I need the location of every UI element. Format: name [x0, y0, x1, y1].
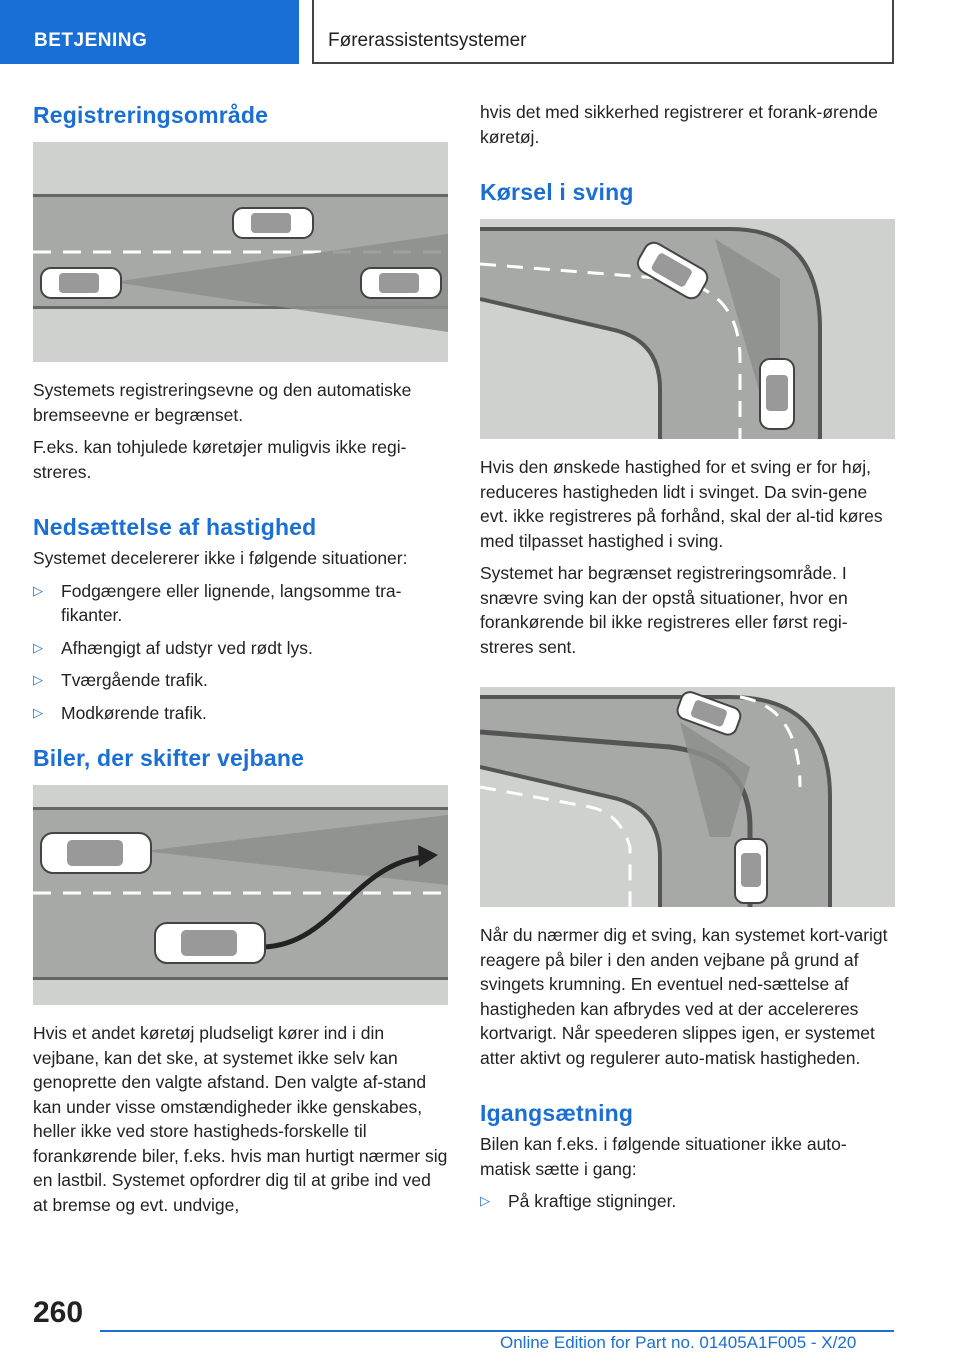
list-item: ▷ Modkørende trafik. [33, 701, 448, 726]
paragraph: Systemet decelererer ikke i følgende situationer: [33, 548, 408, 568]
heading-nedsaettelse: Nedsættelse af hastighed [33, 514, 317, 540]
car-icon [233, 208, 313, 238]
paragraph: Hvis den ønskede hastighed for et sving er for høj, reduceres hastigheden lidt i svinget. Da svin-gene evt. ikke registreres på forhånd, skal der al-tid køres med tilpasset hastighed i sving. [480, 457, 883, 551]
paragraph: Systemet har begrænset registreringsområde. I snævre sving kan der opstå situationer, hvor en forankørende bil ikke registreres eller først regi-streres sent. [480, 563, 848, 657]
header-section-label: BETJENING [34, 30, 148, 51]
list-item: ▷ På kraftige stigninger. [480, 1189, 895, 1214]
list-item: ▷ Fodgængere eller lignende, langsomme tra-fikanter. [33, 580, 402, 625]
triangle-bullet-icon: ▷ [33, 704, 43, 720]
triangle-bullet-icon: ▷ [33, 582, 43, 598]
car-icon [155, 923, 265, 963]
right-column [480, 100, 895, 1232]
paragraph: Hvis et andet køretøj pludseligt kører ind i din vejbane, kan det ske, at systemet ikke selv kan genoprette den valgte afstand. Den valgte af-stand kan under visse omstændigheder ikke genskabes, heller ikke ved store hastigheds-forskelle til forankørende biler, f.eks. hvis man hurtigt nærmer sig en lastbil. Systemet opfordrer dig til at gribe ind ved at bremse og evt. undvige, [33, 1023, 448, 1215]
car-icon [760, 359, 794, 429]
figure-lane-change [33, 785, 448, 1005]
footer-edition: Online Edition for Part no. 01405A1F005 - X/20 [500, 1333, 857, 1352]
triangle-bullet-icon: ▷ [33, 672, 43, 687]
heading-registreringsomraade: Registreringsområde [33, 102, 269, 128]
header-section-tab [0, 0, 299, 64]
list-item: ▷ Tværgående trafik. [33, 668, 448, 693]
left-column [33, 100, 448, 1225]
header-chapter-box [312, 0, 894, 64]
car-icon [41, 268, 121, 298]
triangle-bullet-icon: ▷ [33, 639, 43, 655]
bullet-list [480, 1189, 895, 1214]
page-number: 260 [33, 1296, 84, 1329]
paragraph: hvis det med sikkerhed registrerer et forank-ørende køretøj. [480, 102, 878, 147]
figure-curve-adjacent-lane [480, 687, 895, 907]
figure-curve-driving [480, 219, 895, 439]
figure-detection-range [33, 142, 448, 362]
list-item: ▷ Afhængigt af udstyr ved rødt lys. [33, 636, 448, 661]
paragraph: F.eks. kan tohjulede køretøjer muligvis ikke regi-streres. [33, 437, 407, 482]
triangle-bullet-icon: ▷ [480, 1193, 490, 1208]
header-chapter-label: Førerassistentsystemer [328, 30, 527, 51]
paragraph: Bilen kan f.eks. i følgende situationer ikke auto-matisk sætte i gang: [480, 1134, 847, 1179]
car-icon [735, 839, 767, 903]
footer-divider [100, 1330, 894, 1332]
paragraph: Når du nærmer dig et sving, kan systemet kort-varigt reagere på biler i den anden vejbane på grund af svingets krumning. En eventuel ned-sættelse af hastigheden kan afbrydes ved at der accelereres kortvarigt. Når speederen slippes igen, er systemet atter aktivt og regulerer auto-matisk hastigheden. [480, 925, 888, 1068]
paragraph: Systemets registreringsevne og den automatiske bremseevne er begrænset. [33, 380, 412, 425]
heading-koersel-i-sving: Kørsel i sving [480, 179, 634, 205]
heading-biler-skifter-vejbane: Biler, der skifter vejbane [33, 745, 305, 771]
bullet-list [33, 579, 448, 726]
car-icon [41, 833, 151, 873]
car-icon [361, 268, 441, 298]
heading-igangsaetning: Igangsætning [480, 1100, 634, 1126]
